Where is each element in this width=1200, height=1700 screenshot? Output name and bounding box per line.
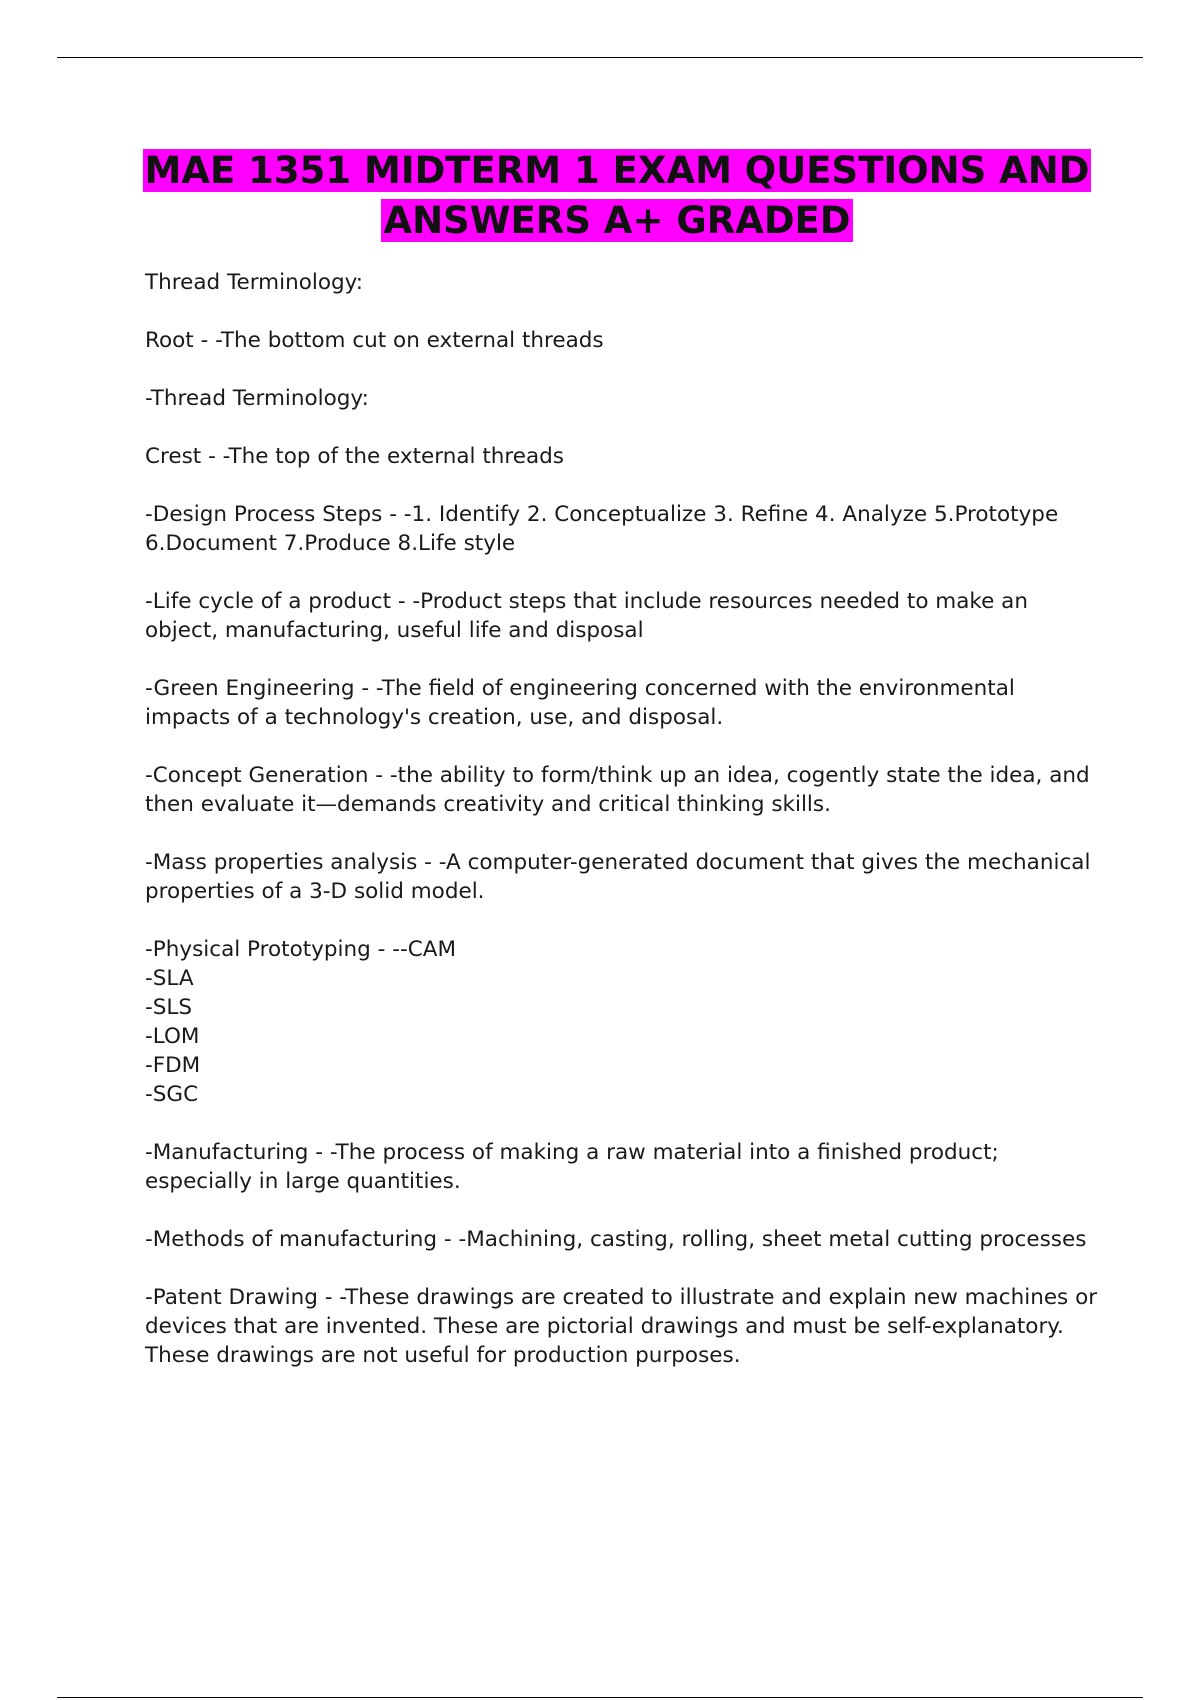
paragraph: -Thread Terminology: (145, 386, 369, 411)
paragraph: -Methods of manufacturing - -Machining, casting, rolling, sheet metal cutting processes (145, 1227, 1087, 1252)
document-body (145, 268, 1105, 1399)
paragraph: -Mass properties analysis - -A computer-generated document that gives the mechanical properties of a 3-D solid model. (145, 850, 1091, 904)
prototyping-item: -SGC (145, 1082, 199, 1107)
paragraph: Root - -The bottom cut on external threads (145, 328, 604, 353)
top-rule (57, 57, 1143, 58)
paragraph: -Patent Drawing - -These drawings are created to illustrate and explain new machines or devices that are invented. These are pictorial drawings and must be self-explanatory. These drawings are not useful for production purposes. (145, 1285, 1098, 1368)
bottom-rule (57, 1697, 1143, 1698)
prototyping-item: -FDM (145, 1053, 201, 1078)
prototyping-item: -SLS (145, 995, 193, 1020)
title-line-2: ANSWERS A+ GRADED (383, 199, 851, 242)
paragraph: -Concept Generation - -the ability to form/think up an idea, cogently state the idea, and then evaluate it—demands creativity and critical thinking skills. (145, 763, 1090, 817)
paragraph: -Design Process Steps - -1. Identify 2. Conceptualize 3. Refine 4. Analyze 5.Prototype 6.Document 7.Produce 8.Life style (145, 502, 1059, 556)
paragraph: Crest - -The top of the external threads (145, 444, 564, 469)
prototyping-item: -LOM (145, 1024, 200, 1049)
paragraph: -Green Engineering - -The field of engineering concerned with the environmental impacts of a technology's creation, use, and disposal. (145, 676, 1015, 730)
document-title (0, 146, 1200, 246)
prototyping-heading: -Physical Prototyping - --CAM (145, 937, 457, 962)
prototyping-item: -SLA (145, 966, 194, 991)
title-line-1: MAE 1351 MIDTERM 1 EXAM QUESTIONS AND (144, 149, 1090, 192)
paragraph: -Life cycle of a product - -Product steps that include resources needed to make an object, manufacturing, useful life and disposal (145, 589, 1028, 643)
paragraph: Thread Terminology: (145, 270, 364, 295)
paragraph: -Manufacturing - -The process of making a raw material into a finished product; especially in large quantities. (145, 1140, 999, 1194)
